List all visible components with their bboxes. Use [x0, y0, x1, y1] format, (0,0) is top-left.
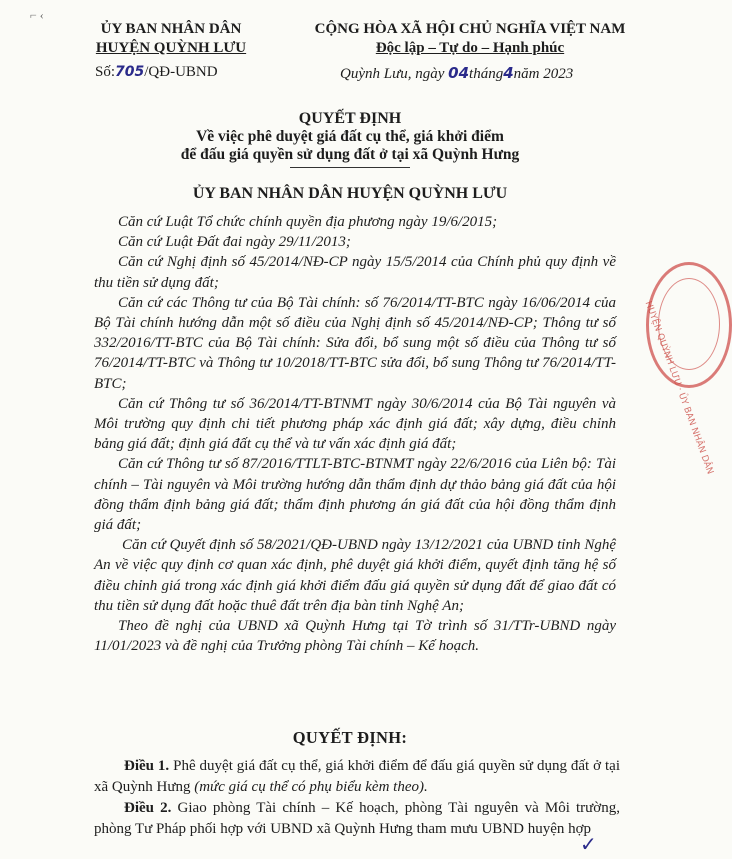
number-prefix: Số: [95, 64, 116, 80]
legal-basis-item: Căn cứ Nghị định số 45/2014/NĐ-CP ngày 15/5/2014 của Chính phủ quy định về thu tiền sử dụng đất; [94, 254, 616, 291]
article-note: (mức giá cụ thể có phụ biểu kèm theo). [194, 779, 428, 795]
margin-mark: ⌐ ‹ [30, 8, 44, 22]
article-label: Điều 1. [124, 758, 170, 774]
authority-line-1: ỦY BAN NHÂN DÂN [100, 21, 242, 37]
number-handwritten: 705 [115, 64, 145, 80]
national-motto: Độc lập – Tự do – Hạnh phúc [375, 40, 565, 56]
country-name: CỘNG HÒA XÃ HỘI CHỦ NGHĨA VIỆT NAM [314, 21, 626, 37]
national-header [290, 20, 650, 58]
title-subject-line-1: Về việc phê duyệt giá đất cụ thể, giá khởi điểm [196, 128, 504, 145]
legal-basis-item: Căn cứ Thông tư số 87/2016/TTLT-BTC-BTNMT ngày 22/6/2016 của Liên bộ: Tài chính – Tài nguyên và Môi trường hướng dẫn thẩm định dự thảo bảng giá đất của hội đồng thẩm định bảng giá đất; thẩm định phương án giá đất của hội đồng thẩm định giá đất; [94, 456, 616, 534]
article-label: Điều 2. [124, 800, 172, 816]
decision-heading: QUYẾT ĐỊNH: [292, 728, 408, 747]
article-text: Giao phòng Tài chính – Kế hoạch, phòng Tài nguyên và Môi trường, phòng Tư Pháp phối hợp với UBND xã Quỳnh Hưng tham mưu UBND huyện hợp [94, 800, 620, 837]
issuer-heading: ỦY BAN NHÂN DÂN HUYỆN QUỲNH LƯU [192, 185, 508, 202]
title-type: QUYẾT ĐỊNH [298, 110, 402, 127]
legal-basis-item: Căn cứ Quyết định số 58/2021/QĐ-UBND ngày 13/12/2021 của UBND tỉnh Nghệ An về việc quy định cơ quan xác định, phê duyệt giá khởi điểm, quyết định tăng hệ số điều chỉnh giá trong xác định giá khởi điểm đấu giá quyền sử dụng đất để giao đất có thu tiền sử dụng đất hoặc thuê đất trên địa bàn tỉnh Nghệ An; [94, 537, 616, 614]
date-suffix: năm 2023 [513, 66, 574, 82]
title-subject-line-2: để đấu giá quyền sử dụng đất ở tại xã Quỳnh Hưng [180, 146, 520, 163]
article-2 [94, 798, 620, 840]
legal-basis-item: Căn cứ các Thông tư của Bộ Tài chính: số 76/2014/TT-BTC ngày 16/06/2014 của Bộ Tài chính hướng dẫn một số điều của Nghị định số 45/2014/NĐ-CP; Thông tư số 332/2016/TT-BTC của Bộ Tài chính: Sửa đổi, bổ sung một số điều của Thông tư số 76/2014/TT-BTC và Thông tư 10/2018/TT-BTC sửa đổi, bổ sung Thông tư 76/2014/TT-BTC; [94, 294, 616, 392]
legal-basis-item: Căn cứ Luật Tổ chức chính quyền địa phương ngày 19/6/2015; [118, 214, 498, 230]
date-month: 4 [503, 64, 514, 82]
article-text: Phê duyệt giá đất cụ thể, giá khởi điểm để đấu giá quyền sử dụng đất ở tại xã Quỳnh Hưng [94, 758, 620, 795]
initial-mark: ✓ [580, 832, 597, 856]
proposal-basis: Theo đề nghị của UBND xã Quỳnh Hưng tại Tờ trình số 31/TTr-UBND ngày 11/01/2023 và đề nghị của Trưởng phòng Tài chính – Kế hoạch. [94, 618, 616, 655]
article-1 [94, 756, 620, 798]
date-day: 04 [448, 64, 470, 82]
legal-bases [94, 212, 616, 656]
issue-date [340, 64, 573, 83]
issuing-authority [76, 20, 266, 58]
seal-text: HUYỆN QUỲNH LƯU · ỦY BAN NHÂN DÂN [642, 300, 715, 476]
document-number [95, 64, 218, 81]
authority-line-2: HUYỆN QUỲNH LƯU [95, 40, 247, 56]
date-prefix: Quỳnh Lưu, ngày [340, 66, 449, 82]
title-underline [290, 167, 410, 168]
legal-basis-item: Căn cứ Luật Đất đai ngày 29/11/2013; [118, 234, 351, 251]
legal-basis-item: Căn cứ Thông tư số 36/2014/TT-BTNMT ngày 30/6/2014 của Bộ Tài nguyên và Môi trường quy định chi tiết phương pháp xác định giá đất; xây dựng, điều chỉnh bảng giá đất; định giá đất cụ thể và tư vấn xác định giá đất; [94, 395, 616, 453]
number-suffix: /QĐ-UBND [144, 64, 218, 80]
date-mid: tháng [469, 66, 504, 82]
document-title [100, 110, 600, 168]
